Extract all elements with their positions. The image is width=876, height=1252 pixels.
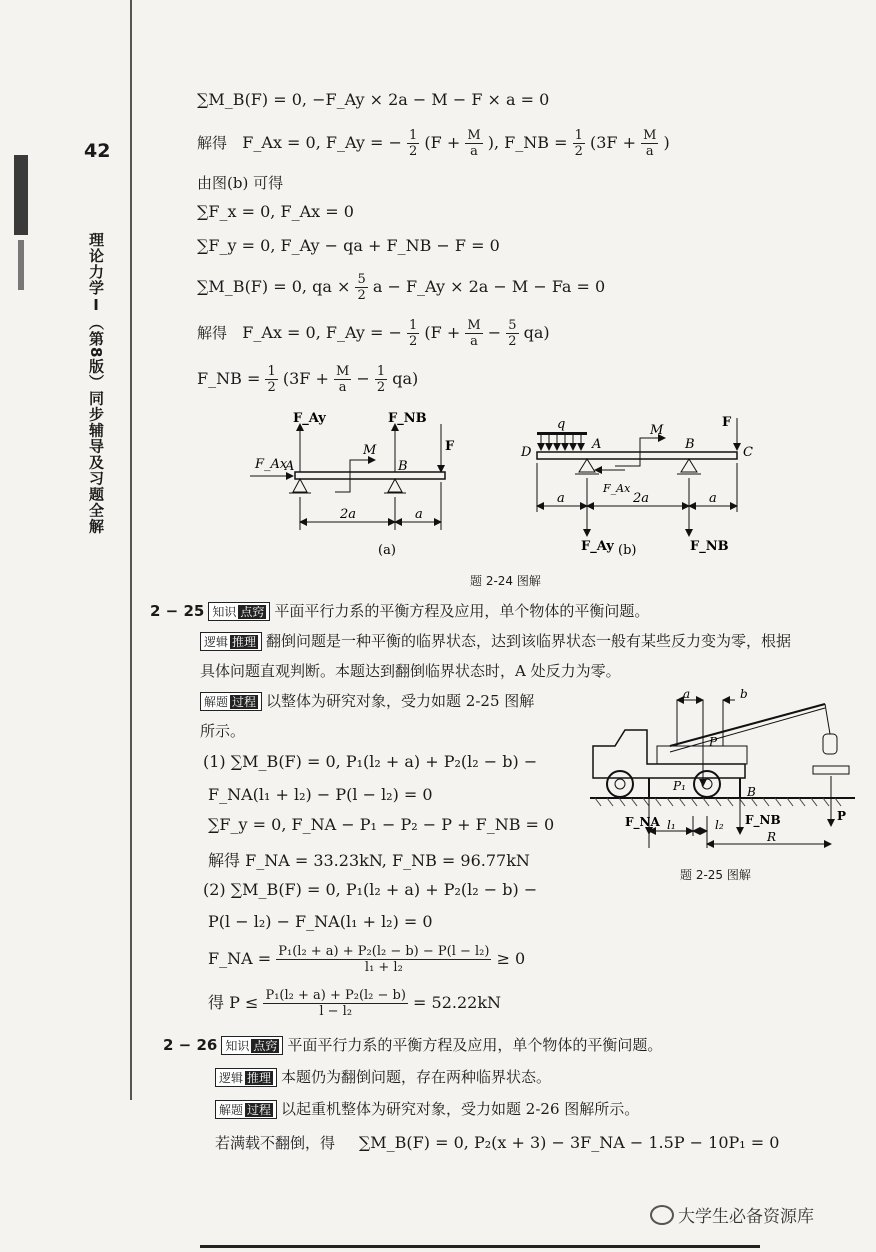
- label-l1: l₁: [667, 818, 676, 832]
- tag-knowledge: 知识 点窍: [221, 1036, 283, 1055]
- caption-fig-2-24: 题 2-24 图解: [470, 574, 541, 588]
- label-p: P: [837, 809, 847, 823]
- problem-2-26-knowledge: 2 − 26 知识 点窍 平面平行力系的平衡方程及应用，单个物体的平衡问题。: [163, 1036, 663, 1054]
- label-a: a: [683, 687, 691, 701]
- label-fnb: F_NB: [690, 539, 729, 554]
- label-f: F: [722, 415, 732, 430]
- eq-2-25-5: F_NA = $\frac{\text{P₁(l₂ + a) + P₂(l₂ − b) − P(l − l₂)}}{\text{l₁ + l₂}}$ ≥ 0: [208, 944, 526, 975]
- scan-shadow-2: [18, 240, 24, 290]
- tag-logic: 逻辑 推理: [200, 632, 262, 651]
- dim-a-right: a: [709, 491, 717, 506]
- figure-2-24-b: [515, 408, 775, 563]
- label-m: M: [363, 443, 377, 458]
- label-fay: F_Ay: [293, 411, 326, 426]
- support-a: [293, 479, 307, 492]
- eq-2-25-1b: F_NA(l₁ + l₂) − P(l − l₂) = 0: [208, 785, 433, 804]
- label-fay: F_Ay: [581, 539, 614, 554]
- label-a: A: [592, 437, 602, 452]
- support-b: [681, 459, 697, 472]
- eq-solve-a: 解得 F_Ax = 0, F_Ay = − $\frac{1}{2}$ (F + $\frac{M}{a}$ ), F_NB = $\frac{1}{2}$ (3F + $\frac{M}{a}$ ): [197, 128, 670, 159]
- figure-2-24-a: [245, 402, 475, 560]
- frac-m-a: $\frac{M}{a}$: [643, 128, 657, 159]
- label-p2: P: [709, 735, 718, 749]
- eq-moment-b-2: ∑M_B(F) = 0, qa × $\frac{5}{2}$ a − F_Ay × 2a − M − Fa = 0: [197, 272, 606, 303]
- eq-2-25-3: 解得 F_NA = 33.23kN, F_NB = 96.77kN: [208, 851, 530, 870]
- caption-fig-2-25: 题 2-25 图解: [680, 868, 751, 882]
- tag-solution: 解题 过程: [200, 692, 262, 711]
- scan-shadow: [14, 155, 28, 235]
- beam: [537, 452, 737, 459]
- frac-half: $\frac{1}{2}$: [409, 128, 418, 159]
- figure-2-25: [585, 686, 865, 856]
- caption-b: (b): [618, 543, 637, 558]
- wechat-icon: [650, 1205, 674, 1225]
- label-fna: F_NA: [625, 815, 660, 829]
- problem-2-26-eq: 若满载不翻倒，得 ∑M_B(F) = 0, P₂(x + 3) − 3F_NA − 1.5P − 10P₁ = 0: [215, 1133, 780, 1152]
- dim-2a: 2a: [340, 507, 357, 522]
- beam: [295, 472, 445, 479]
- margin-rule: [130, 0, 132, 1100]
- cable: [825, 704, 830, 734]
- watermark: 大学生必备资源库: [650, 1202, 814, 1227]
- support-a: [579, 459, 595, 472]
- frac-five-half: $\frac{5}{2}$: [357, 272, 366, 303]
- bottom-rule: [200, 1245, 760, 1248]
- problem-2-25-knowledge: 2 − 25 知识 点窍 平面平行力系的平衡方程及应用，单个物体的平衡问题。: [150, 602, 650, 620]
- label-d: D: [521, 445, 532, 460]
- from-fig-b: 由图(b) 可得: [197, 174, 284, 192]
- label-b: B: [398, 459, 408, 474]
- eq-2-25-1a: (1) ∑M_B(F) = 0, P₁(l₂ + a) + P₂(l₂ − b) −: [203, 752, 538, 771]
- label-fax: F_Ax: [255, 457, 288, 472]
- eq-2-25-6: 得 P ≤ $\frac{\text{P₁(l₂ + a) + P₂(l₂ − b)}}{\text{l − l₂}}$ = 52.22kN: [208, 988, 502, 1019]
- label-b: b: [740, 687, 748, 701]
- label-m: M: [650, 423, 664, 438]
- tag-solution: 解题 过程: [215, 1100, 277, 1119]
- spine-title: 理论力学Ⅰ（第8版）同步辅导及习题全解: [87, 232, 105, 535]
- label-l2: l₂: [715, 818, 724, 832]
- support-b: [388, 479, 402, 492]
- tag-knowledge: 知识 点窍: [208, 602, 270, 621]
- eq-solve-b: 解得 F_Ax = 0, F_Ay = − $\frac{1}{2}$ (F + $\frac{M}{a}$ − $\frac{5}{2}$ qa): [197, 318, 550, 349]
- frac-m-a: $\frac{M}{a}$: [467, 128, 481, 159]
- crane-boom: [670, 704, 825, 746]
- eq-2-25-4b: P(l − l₂) − F_NA(l₁ + l₂) = 0: [208, 912, 433, 931]
- label-b: B: [685, 437, 695, 452]
- label-fnb: F_NB: [388, 411, 427, 426]
- crane-base: [657, 746, 747, 764]
- wheel-front: [607, 771, 633, 797]
- label-b-point: B: [747, 785, 756, 799]
- problem-2-25-logic-cont: 具体问题直观判断。本题达到翻倒临界状态时，A 处反力为零。: [200, 662, 621, 680]
- dim-a-left: a: [557, 491, 565, 506]
- problem-2-25-solution: 解题 过程 以整体为研究对象，受力如题 2-25 图解: [200, 690, 534, 711]
- hook: [823, 734, 837, 754]
- eq-sum-fy: ∑F_y = 0, F_Ay − qa + F_NB − F = 0: [197, 236, 500, 255]
- label-fax: F_Ax: [603, 482, 631, 495]
- frac-half: $\frac{1}{2}$: [574, 128, 583, 159]
- moment-m-arrow: [335, 460, 375, 492]
- eq-2-25-2: ∑F_y = 0, F_NA − P₁ − P₂ − P + F_NB = 0: [208, 815, 555, 834]
- label-a: A: [285, 459, 295, 474]
- label-fnb: F_NB: [745, 813, 781, 827]
- label-q: q: [557, 417, 566, 432]
- dim-a: a: [415, 507, 423, 522]
- problem-2-26-logic: 逻辑 推理 本题仍为翻倒问题，存在两种临界状态。: [215, 1066, 551, 1087]
- problem-2-26-solution: 解题 过程 以起重机整体为研究对象，受力如题 2-26 图解所示。: [215, 1098, 639, 1119]
- label-r: R: [767, 830, 777, 844]
- eq-moment-b: ∑M_B(F) = 0, −F_Ay × 2a − M − F × a = 0: [197, 90, 550, 109]
- label-f: F: [445, 439, 455, 454]
- load: [813, 766, 849, 774]
- problem-2-25-logic: 逻辑 推理 翻倒问题是一种平衡的临界状态，达到该临界状态一般有某些反力变为零，根据: [200, 630, 791, 651]
- label-c: C: [743, 445, 753, 460]
- page-number: 42: [84, 140, 111, 162]
- dim-2a: 2a: [633, 491, 650, 506]
- wheel-rear: [694, 771, 720, 797]
- eq-fnb: F_NB = $\frac{1}{2}$ (3F + $\frac{M}{a}$ − $\frac{1}{2}$ qa): [197, 364, 419, 395]
- distributed-load: [537, 432, 587, 435]
- tag-logic: 逻辑 推理: [215, 1068, 277, 1087]
- problem-2-25-solution-cont: 所示。: [200, 722, 246, 740]
- eq-sum-fx: ∑F_x = 0, F_Ax = 0: [197, 202, 354, 221]
- caption-a: (a): [378, 543, 396, 558]
- eq-2-25-4a: (2) ∑M_B(F) = 0, P₁(l₂ + a) + P₂(l₂ − b) −: [203, 880, 538, 899]
- label-p1: P₁: [673, 779, 686, 793]
